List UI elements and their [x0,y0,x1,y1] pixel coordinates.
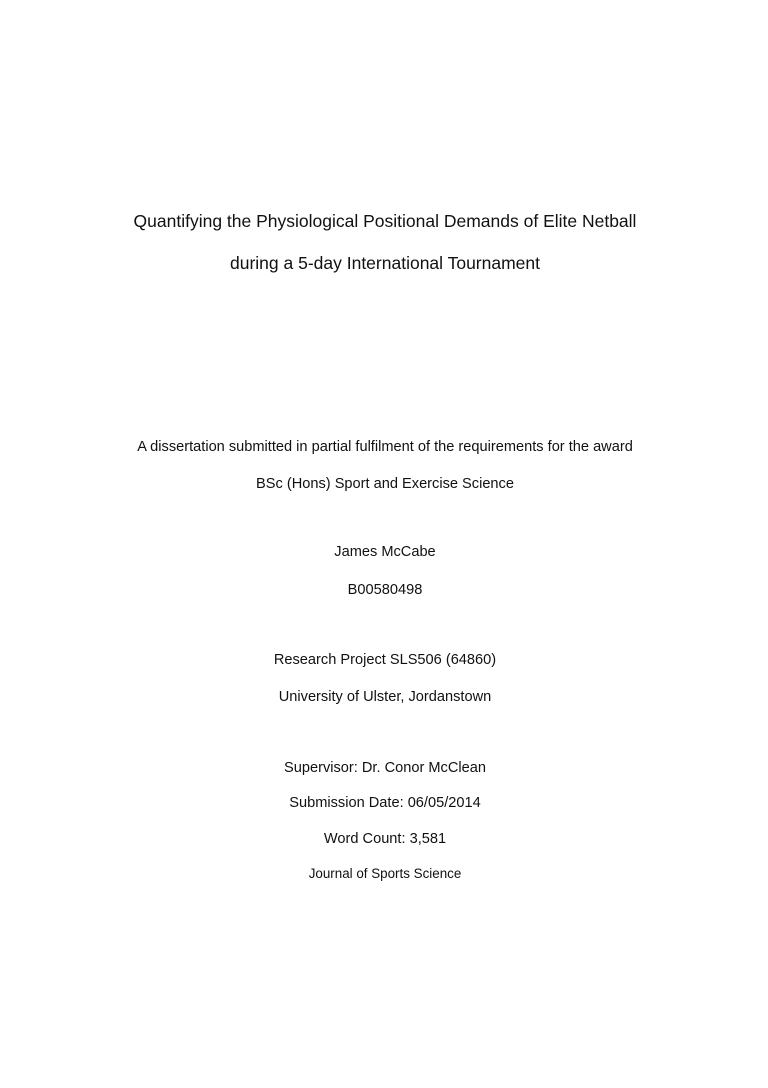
institution: University of Ulster, Jordanstown [278,689,492,705]
author-name: James McCabe [334,544,436,560]
word-count: Word Count: 3,581 [323,831,447,847]
journal: Journal of Sports Science [308,866,462,881]
title-line-1: Quantifying the Physiological Positional Demands of Elite Netball [133,211,637,231]
supervisor: Supervisor: Dr. Conor McClean [284,760,486,776]
module: Research Project SLS506 (64860) [273,652,497,668]
submission-date: Submission Date: 06/05/2014 [289,795,481,811]
student-id: B00580498 [347,582,423,598]
degree: BSc (Hons) Sport and Exercise Science [256,476,514,492]
title-line-2: during a 5-day International Tournament [229,253,541,273]
submission-statement: A dissertation submitted in partial fulfilment of the requirements for the award [137,439,633,455]
